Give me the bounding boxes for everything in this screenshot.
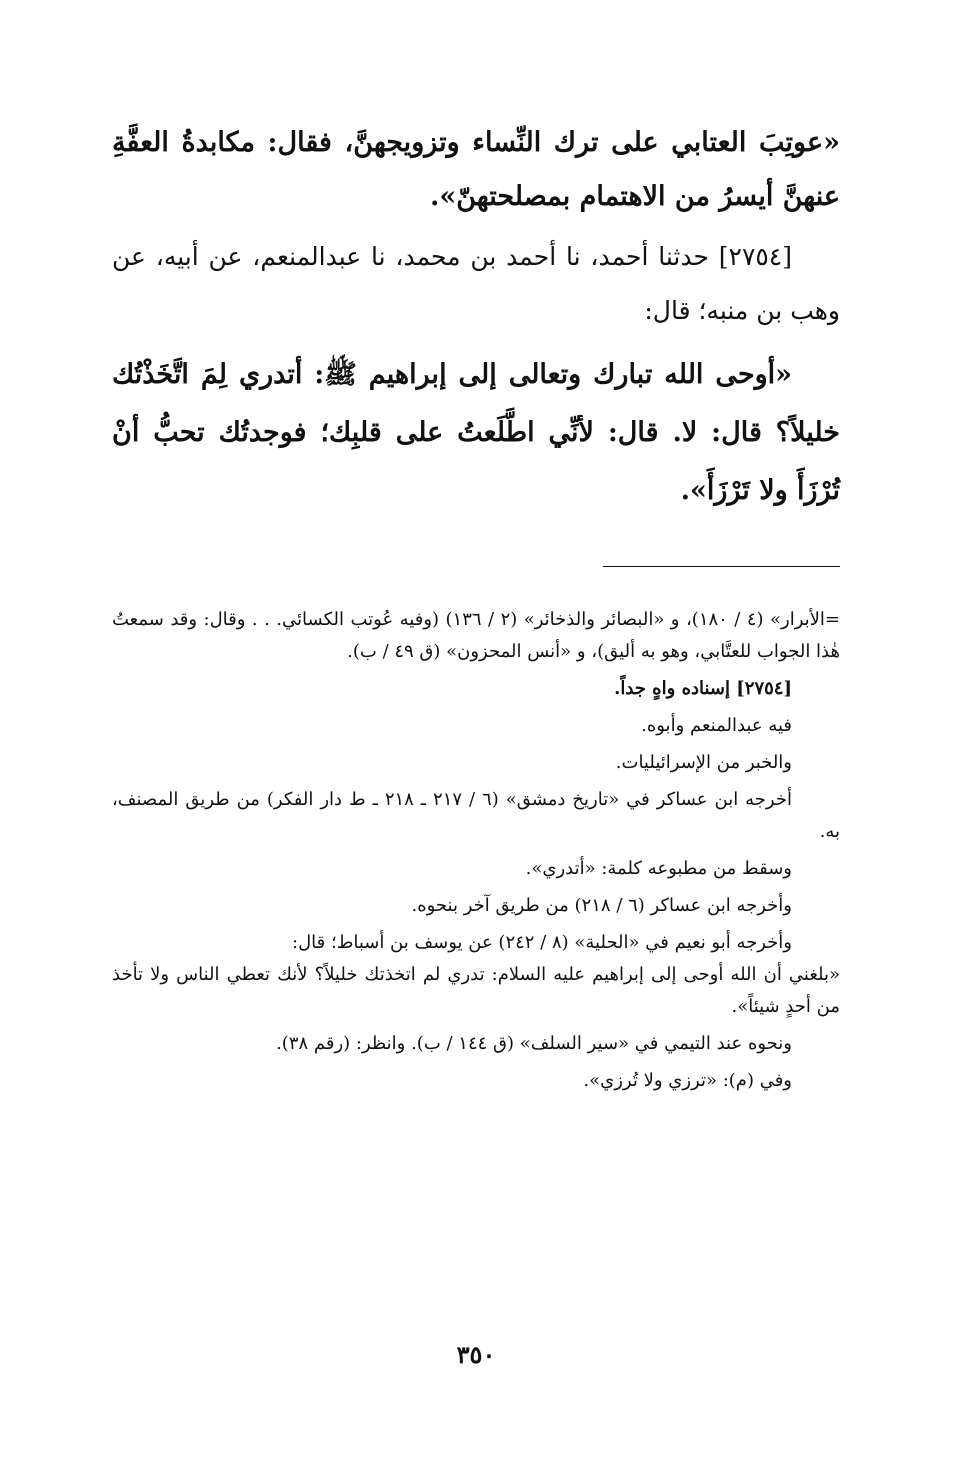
footnote-line: وسقط من مطبوعه كلمة: «أتدري». <box>525 858 792 879</box>
footnote-line: فيه عبدالمنعم وأبوه. <box>641 715 792 736</box>
footnote-heading-2754: [٢٧٥٤] إسناده واهٍ جداً. <box>614 678 792 699</box>
footnote-line: وفي (م): «ترزي ولا تُرزي». <box>583 1070 792 1091</box>
quote-itabi: «عوتِبَ العتابي على ترك النِّساء وتزويجهنَّ، فقال: مكابدةُ العفَّةِ عنهنَّ أيسرُ من الاهتمام بمصلحتهنّ». <box>112 127 840 212</box>
footnote-line: أخرجه ابن عساكر في «تاريخ دمشق» (٦ / ٢١٧ ـ ٢١٨ ـ ط دار الفكر) من طريق المصنف، به. <box>112 789 840 842</box>
footnote-separator <box>603 566 840 567</box>
footnote-line: وأخرجه أبو نعيم في «الحلية» (٨ / ٢٤٢) عن يوسف بن أسباط؛ قال: <box>292 932 792 953</box>
footnote-continuation: =الأبرار» (٤ / ١٨٠)، و «البصائر والذخائر» (٢ / ١٣٦) (وفيه عُوتب الكسائي. . . وقال: وقد سمعتُ هٰذا الجواب للعتَّابي، وهو به أليق)، و «أنس المحزون» (ق ٤٩ / ب). <box>112 609 840 662</box>
footnote-line: وأخرجه ابن عساكر (٦ / ٢١٨) من طريق آخر بنحوه. <box>411 895 792 916</box>
footnote-quote-hilya: «بلغني أن الله أوحى إلى إبراهيم عليه السلام: تدري لم اتخذتك خليلاً؟ لأنك تعطي الناس ولا تأخذ من أحدٍ شيئاً». <box>112 964 840 1017</box>
main-text <box>112 116 840 520</box>
footnote-line: والخبر من الإسرائيليات. <box>615 752 792 773</box>
page-number: ٣٥٠ <box>456 1340 496 1369</box>
quote-ibrahim: «أوحى الله تبارك وتعالى إلى إبراهيم ﷺ: أتدري لِمَ اتَّخَذْتُك خليلاً؟ قال: لا. قال: لأنِّي اطَّلَعتُ على قلبِك؛ فوجدتُك تحبُّ أنْ تُرْزَأَ ولا تَرْزَأَ». <box>112 359 840 506</box>
book-page <box>112 0 840 1476</box>
footnotes <box>112 604 840 1097</box>
footnote-line: ونحوه عند التيمي في «سير السلف» (ق ١٤٤ / ب). وانظر: (رقم ٣٨). <box>276 1033 792 1054</box>
hadith-narration-2754: [٢٧٥٤] حدثنا أحمد، نا أحمد بن محمد، نا عبدالمنعم، عن أبيه، عن وهب بن منبه؛ قال: <box>112 242 840 325</box>
